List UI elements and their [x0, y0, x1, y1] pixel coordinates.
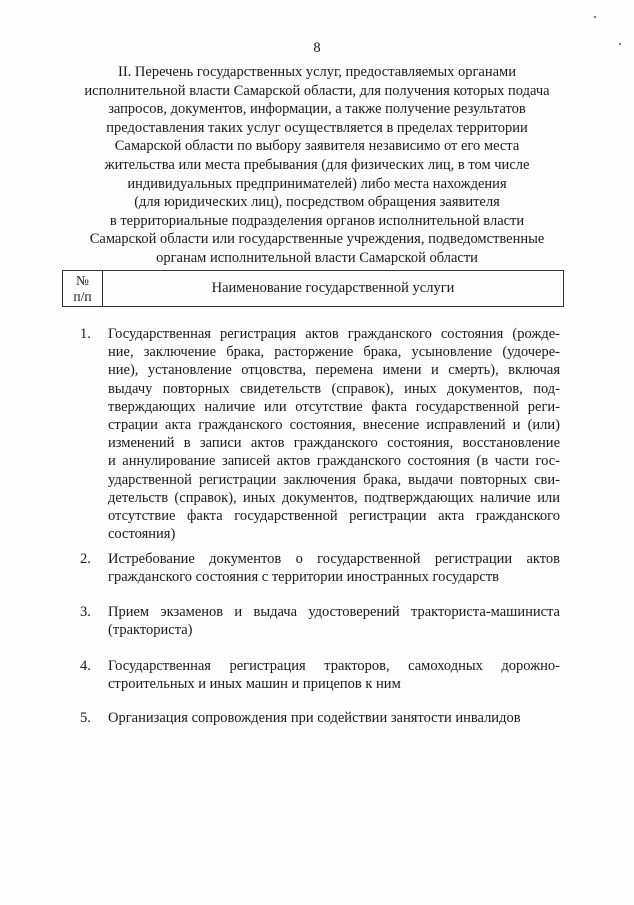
section-heading	[60, 63, 574, 268]
item-number: 1.	[80, 326, 91, 342]
item-line: Государственная регистрация актов гражданского состояния (рожде-	[108, 326, 560, 342]
item-line: отсутствие факта государственной регистрации акта гражданского	[108, 508, 560, 525]
item-line: гражданского состояния с территории иностранных государств	[108, 569, 500, 586]
heading-line: II. Перечень государственных услуг, предоставляемых органами	[118, 64, 516, 80]
heading-line: исполнительной власти Самарской области, для получения которых подача	[84, 82, 550, 99]
number-column-header	[63, 271, 103, 306]
heading-line: запросов, документов, информации, а также получение результатов	[108, 101, 526, 118]
item-line: выдачу повторных свидетельств (справок), иных документов, под-	[108, 380, 560, 397]
item-line: (тракториста)	[108, 622, 193, 639]
item-line: Истребование документов о государственной регистрации актов	[108, 551, 560, 567]
heading-line: в территориальные подразделения органов исполнительной власти	[109, 212, 525, 229]
item-line: ударственной регистрации заключения брака, выдачи повторных сви-	[108, 471, 560, 488]
item-line: страции акта гражданского состояния, внесение исправлений и (или)	[108, 417, 560, 434]
heading-line: Самарской области по выбору заявителя независимо от его места	[114, 138, 520, 155]
scan-speck	[594, 16, 596, 18]
item-line: Прием экзаменов и выдача удостоверений тракториста-машиниста	[108, 604, 560, 620]
item-line: Государственная регистрация тракторов, самоходных дорожно-	[108, 658, 560, 674]
page-number: 8	[313, 40, 321, 56]
service-name-column-header: Наименование государственной услуги	[211, 280, 455, 296]
item-number: 2.	[80, 551, 91, 567]
list-item	[62, 325, 560, 543]
heading-line: Самарской области или государственные учреждения, подведомственные	[89, 231, 545, 248]
item-text	[108, 550, 560, 586]
item-line: детельств (справок), иных документов, подтверждающих наличие или	[108, 489, 560, 506]
item-line: ние, заключение брака, расторжение брака, усыновление (удочере-	[108, 344, 560, 361]
item-text	[108, 603, 560, 639]
item-number: 3.	[80, 604, 91, 620]
item-text	[108, 325, 560, 543]
heading-line: (для юридических лиц), посредством обращения заявителя	[134, 194, 500, 211]
list-item	[62, 657, 560, 693]
item-line: и аннулирование записей актов гражданского состояния (в части гос-	[108, 453, 560, 470]
heading-line: индивидуальных предпринимателей) либо места нахождения	[127, 175, 507, 192]
heading-line: предоставления таких услуг осуществляется в пределах территории	[106, 119, 528, 136]
item-number: 5.	[80, 710, 91, 726]
item-line: изменений в записи актов гражданского состояния, восстановление	[108, 435, 560, 452]
list-item	[62, 709, 560, 727]
number-abbrev: п/п	[73, 289, 92, 304]
heading-line: органам исполнительной власти Самарской области	[156, 249, 478, 266]
item-line: Организация сопровождения при содействии занятости инвалидов	[108, 710, 521, 726]
number-sign: №	[76, 273, 89, 288]
services-table-header	[62, 270, 564, 307]
item-text	[108, 657, 560, 693]
item-line: состояния)	[108, 526, 176, 543]
item-line: ние), установление отцовства, перемена имени и смерть), включая	[108, 362, 560, 379]
item-text	[108, 709, 560, 727]
item-line: тверждающих наличие или отсутствие факта государственной реги-	[108, 398, 560, 415]
item-number: 4.	[80, 658, 91, 674]
list-item	[62, 603, 560, 639]
item-line: строительных и иных машин и прицепов к ним	[108, 676, 401, 693]
list-item	[62, 550, 560, 586]
heading-line: жительства или места пребывания (для физических лиц, в том числе	[104, 156, 530, 173]
